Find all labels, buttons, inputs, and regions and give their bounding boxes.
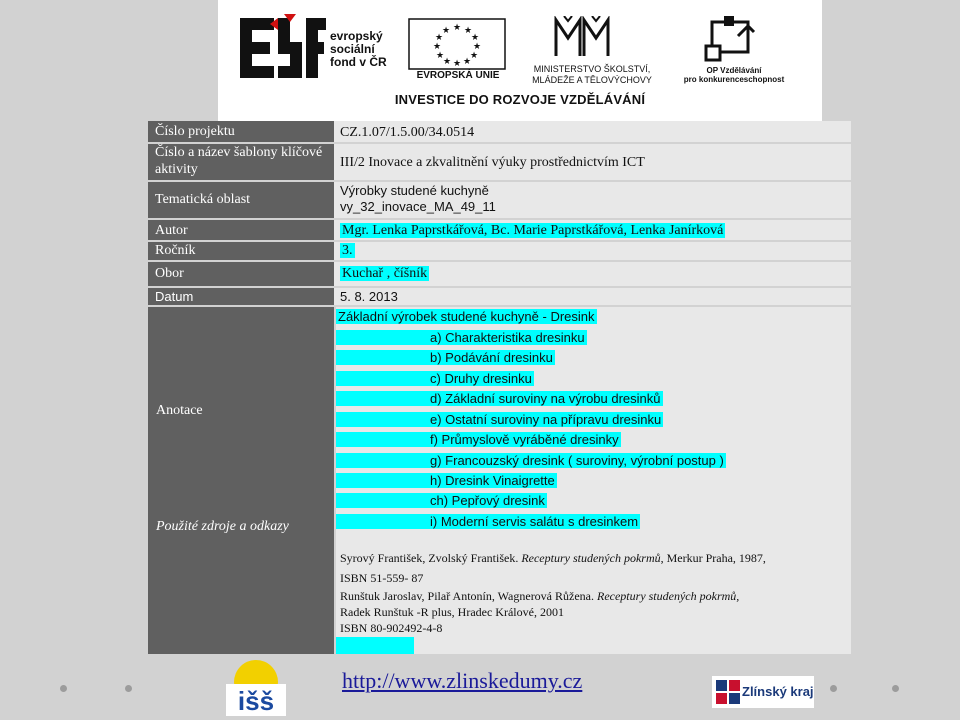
value-tematicka: Výrobky studené kuchyně vy_32_inovace_MA_49_11 xyxy=(336,182,851,218)
label-sablona: Číslo a název šablony klíčové aktivity xyxy=(148,144,334,180)
zlinsky-kraj-icon xyxy=(716,680,740,704)
label-tematicka: Tematická oblast xyxy=(148,182,334,218)
list-item: i) Moderní servis salátu s dresinkem xyxy=(336,514,640,529)
op-logo-icon xyxy=(704,16,760,66)
website-link[interactable]: http://www.zlinskedumy.cz xyxy=(342,668,583,693)
svg-text:išš: išš xyxy=(237,686,275,716)
zlinsky-kraj-text: Zlínský kraj xyxy=(742,684,814,699)
svg-text:★: ★ xyxy=(462,56,472,66)
row-tematicka xyxy=(148,182,851,218)
label-rocnik: Ročník xyxy=(148,242,334,260)
label-obor: Obor xyxy=(148,262,334,286)
eu-text: EVROPSKÁ UNIE xyxy=(416,70,500,81)
list-item: b) Podávání dresinku xyxy=(336,350,555,365)
label-zdroje: Použité zdroje a odkazy xyxy=(156,519,289,534)
svg-text:★: ★ xyxy=(470,32,480,42)
svg-text:★: ★ xyxy=(469,50,479,60)
label-cislo-projektu: Číslo projektu xyxy=(148,121,334,142)
svg-text:★: ★ xyxy=(463,25,473,35)
value-rocnik: 3. xyxy=(336,242,851,260)
row-cislo-projektu xyxy=(148,121,851,142)
source-1: Syrový František, Zvolský František. Receptury studených pokrmů, Merkur Praha, 1987, xyxy=(340,551,766,565)
highlight-block xyxy=(336,637,414,654)
list-item: h) Dresink Vinaigrette xyxy=(336,473,557,488)
row-autor xyxy=(148,220,851,240)
svg-text:★: ★ xyxy=(434,32,444,42)
zlinsky-kraj-logo xyxy=(712,676,814,708)
label-autor: Autor xyxy=(148,220,334,240)
logo-bar xyxy=(218,0,822,122)
svg-text:★: ★ xyxy=(435,50,445,60)
row-sablona xyxy=(148,144,851,180)
value-obor: Kuchař , číšník xyxy=(336,262,851,286)
tagline: INVESTICE DO ROZVOJE VZDĚLÁVÁNÍ xyxy=(394,92,646,107)
row-datum xyxy=(148,288,851,305)
list-item: e) Ostatní suroviny na přípravu dresinku xyxy=(336,412,663,427)
anotace-value-cell xyxy=(336,307,851,654)
anotace-title: Základní výrobek studené kuchyně - Dresink xyxy=(338,309,595,324)
svg-text:★: ★ xyxy=(441,25,451,35)
label-datum: Datum xyxy=(148,288,334,305)
list-item: f) Průmyslově vyráběné dresinky xyxy=(336,432,621,447)
anotace-label-cell xyxy=(148,307,334,654)
msmt-logo-icon xyxy=(554,16,610,64)
svg-text:★: ★ xyxy=(442,56,452,66)
source-2: Runštuk Jaroslav, Pilař Antonín, Wagnerová Růžena. Receptury studených pokrmů, xyxy=(340,589,740,603)
svg-text:★: ★ xyxy=(432,41,442,51)
value-sablona: III/2 Inovace a zkvalitnění výuky prostřednictvím ICT xyxy=(336,144,851,180)
source-2-isbn: ISBN 80-902492-4-8 xyxy=(340,621,443,635)
iss-logo-icon xyxy=(222,658,290,718)
svg-text:★: ★ xyxy=(472,41,482,51)
msmt-text: MINISTERSTVO ŠKOLSTVÍ, MLÁDEŽE A TĚLOVÝCHOVY xyxy=(532,64,652,85)
row-obor xyxy=(148,262,851,286)
list-item: c) Druhy dresinku xyxy=(336,371,534,386)
op-text: OP Vzdělávání pro konkurenceschopnost xyxy=(683,66,785,84)
value-autor: Mgr. Lenka Paprstkářová, Bc. Marie Paprstkářová, Lenka Janírková xyxy=(336,220,851,240)
row-rocnik xyxy=(148,242,851,260)
eu-flag-icon xyxy=(408,18,506,78)
source-2-publisher: Radek Runštuk -R plus, Hradec Králové, 2001 xyxy=(340,605,564,619)
list-item: g) Francouzský dresink ( suroviny, výrobní postup ) xyxy=(336,453,726,468)
svg-text:★: ★ xyxy=(452,58,462,68)
source-1-isbn: ISBN 51-559- 87 xyxy=(340,571,424,585)
value-cislo-projektu: CZ.1.07/1.5.00/34.0514 xyxy=(336,121,851,142)
value-datum: 5. 8. 2013 xyxy=(336,288,851,305)
decor-dot xyxy=(125,685,132,692)
label-anotace: Anotace xyxy=(156,403,203,418)
list-item: a) Charakteristika dresinku xyxy=(336,330,587,345)
svg-text:★: ★ xyxy=(452,22,462,32)
decor-dot xyxy=(60,685,67,692)
esf-logo-icon xyxy=(240,14,326,82)
decor-dot xyxy=(830,685,837,692)
list-item: d) Základní suroviny na výrobu dresinků xyxy=(336,391,663,406)
decor-dot xyxy=(892,685,899,692)
list-item: ch) Pepřový dresink xyxy=(336,493,547,508)
info-table xyxy=(148,121,851,654)
esf-text: evropský sociální fond v ČR xyxy=(330,29,387,69)
